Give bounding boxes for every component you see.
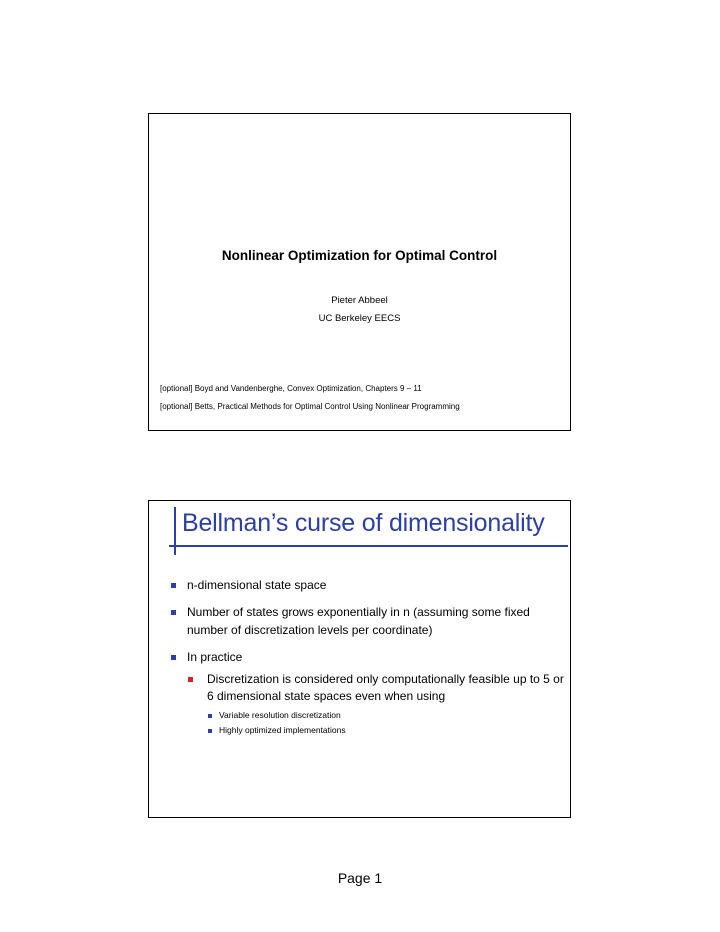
square-bullet-icon	[208, 714, 212, 718]
square-bullet-icon	[171, 610, 176, 615]
bullet-item	[171, 648, 566, 738]
page-number: Page 1	[337, 870, 383, 886]
sub-sub-bullet-item	[207, 708, 566, 723]
reference-list	[160, 380, 460, 416]
reference-item: [optional] Betts, Practical Methods for Optimal Control Using Nonlinear Programming	[160, 402, 460, 411]
bullet-item	[171, 576, 566, 594]
sub-sub-bullet-list	[207, 708, 566, 738]
square-bullet-icon	[171, 583, 176, 588]
sub-bullet-text: Discretization is considered only computationally feasible up to 5 or 6 dimensional state spaces even when using	[207, 672, 564, 703]
title-accent-horizontal-line	[169, 545, 568, 547]
square-bullet-icon	[208, 729, 212, 733]
sub-sub-bullet-item	[207, 723, 566, 738]
sub-sub-bullet-text: Highly optimized implementations	[219, 725, 346, 735]
sub-sub-bullet-text: Variable resolution discretization	[219, 710, 341, 720]
bullet-text: n-dimensional state space	[187, 578, 327, 592]
slide-2-title: Bellman’s curse of dimensionality	[182, 509, 545, 537]
sub-bullet-item	[187, 671, 566, 738]
bullet-list	[171, 576, 566, 747]
reference-item: [optional] Boyd and Vandenberghe, Convex Optimization, Chapters 9 – 11	[160, 384, 422, 393]
red-square-bullet-icon	[188, 677, 193, 682]
bullet-item	[171, 603, 566, 639]
bullet-text: Number of states grows exponentially in n (assuming some fixed number of discretization levels per coordinate)	[187, 605, 530, 637]
slide-1-title: Nonlinear Optimization for Optimal Control	[221, 248, 498, 263]
slide-2	[148, 500, 571, 818]
square-bullet-icon	[171, 655, 176, 660]
author-affiliation: UC Berkeley EECS	[318, 313, 401, 324]
bullet-text: In practice	[187, 650, 243, 664]
title-accent-vertical-line	[174, 507, 176, 555]
author-name: Pieter Abbeel	[331, 295, 388, 306]
slide-1	[148, 113, 571, 431]
sub-bullet-list	[187, 671, 566, 738]
